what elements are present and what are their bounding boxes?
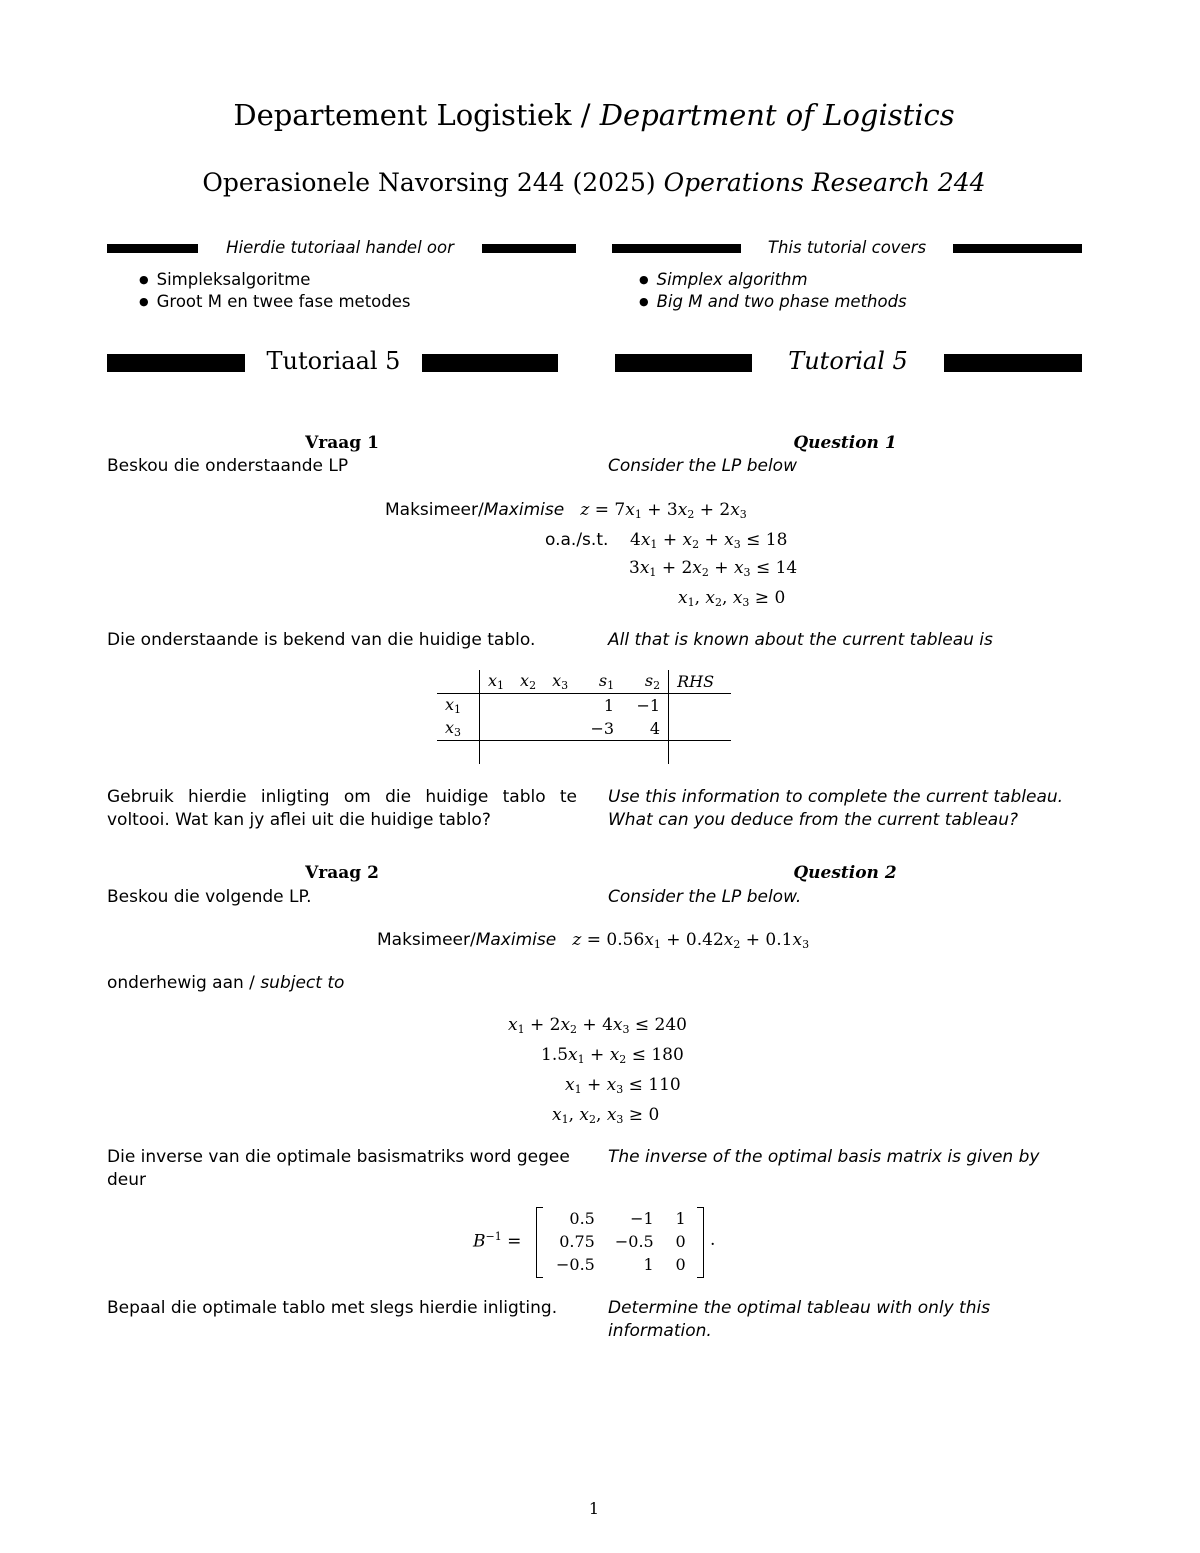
col-header: $s_2$: [644, 671, 661, 692]
divider-bar: [953, 244, 1082, 253]
matrix-row: −0.5 1 0: [556, 1255, 686, 1274]
divider-bar: [482, 244, 576, 253]
question-1-intro-af: Beskou die onderstaande LP: [107, 456, 349, 476]
question-1-known-af: Die onderstaande is bekend van die huidige tablo.: [107, 630, 536, 650]
nonnegativity: $x_1$, $x_2$, $x_3 \ge 0$: [678, 588, 786, 609]
nonnegativity-2: $x_1$, $x_2$, $x_3 \ge 0$: [552, 1105, 660, 1126]
divider-bar: [422, 354, 558, 372]
subject-to-label: onderhewig aan / subject to: [107, 973, 345, 993]
question-2-inverse-af: Die inverse van die optimale basismatriks word gegee deur: [107, 1147, 570, 1190]
objective-function-2: Maksimeer/Maximise $z = 0.56x_1 + 0.42x_2 + 0.1x_3$: [377, 930, 810, 951]
question-2-intro-af: Beskou die volgende LP.: [107, 887, 312, 907]
constraint-2: $3x_1 + 2x_2 + x_3 \le 14$: [629, 558, 798, 579]
question-2-heading-en: Question 2: [793, 863, 897, 883]
covers-title-en: This tutorial covers: [767, 238, 927, 257]
matrix-row: 0.5 −1 1: [569, 1209, 686, 1228]
objective-function: Maksimeer/Maximise $z = 7x_1 + 3x_2 + 2x_3$: [385, 500, 747, 521]
constraint-2-1: $x_1 + 2x_2 + 4x_3 \le 240$: [507, 1015, 687, 1036]
question-1-task-af: Gebruik hierdie inligting om die huidige tablo te voltooi. Wat kan jy aflei uit die huidige tablo?: [107, 787, 577, 830]
question-2-intro-en: Consider the LP below.: [608, 887, 802, 907]
col-header: $s_1$: [598, 671, 615, 692]
divider-bar: [615, 354, 752, 372]
question-1-task-en: Use this information to complete the current tableau. What can you deduce from the current tableau?: [608, 787, 1064, 830]
covers-list-af: [139, 270, 411, 311]
question-2-determine-af: Bepaal die optimale tablo met slegs hierdie inligting.: [107, 1298, 558, 1318]
list-item: ● Big M and two phase methods: [639, 292, 907, 311]
col-header: RHS: [669, 670, 732, 694]
divider-bar: [612, 244, 741, 253]
list-item: ● Simpleksalgoritme: [139, 270, 311, 289]
matrix-label: $B^{-1}$ =: [473, 1230, 522, 1252]
divider-bar: [944, 354, 1082, 372]
constraint-1: o.a./s.t. $4x_1 + x_2 + x_3 \le 18$: [545, 530, 788, 551]
col-header: $x_2$: [520, 671, 537, 692]
tutorial-title-en: Tutorial 5: [788, 347, 908, 375]
tutorial-title-af: Tutoriaal 5: [266, 347, 401, 375]
question-2-determine-en: Determine the optimal tableau with only this information.: [608, 1298, 991, 1341]
right-bracket: [697, 1207, 704, 1278]
question-1-heading-af: Vraag 1: [305, 433, 379, 453]
divider-bar: [107, 244, 198, 253]
page-number: 1: [588, 1499, 600, 1518]
col-header: $x_1$: [480, 670, 513, 694]
table-row: $x_3$ −3 4: [437, 717, 731, 741]
covers-list-en: [639, 270, 907, 311]
col-header: $x_3$: [552, 671, 569, 692]
constraint-2-3: $x_1 + x_3 \le 110$: [565, 1075, 681, 1096]
simplex-tableau: [437, 670, 731, 764]
table-row: [437, 741, 731, 765]
question-1-known-en: All that is known about the current tableau is: [608, 630, 993, 650]
department-title: Departement Logistiek / Department of Logistics: [233, 98, 955, 132]
list-item: ● Simplex algorithm: [639, 270, 808, 289]
question-1-heading-en: Question 1: [793, 433, 897, 453]
constraint-2-2: $1.5x_1 + x_2 \le 180$: [541, 1045, 684, 1066]
question-2-heading-af: Vraag 2: [305, 863, 379, 883]
left-bracket: [536, 1207, 543, 1278]
question-2-inverse-en: The inverse of the optimal basis matrix is given by: [608, 1147, 1040, 1167]
covers-title-af: Hierdie tutoriaal handel oor: [226, 238, 454, 257]
course-title: Operasionele Navorsing 244 (2025) Operations Research 244: [202, 168, 986, 197]
matrix-period: .: [710, 1230, 716, 1250]
question-1-intro-en: Consider the LP below: [608, 456, 797, 476]
inverse-matrix: [536, 1207, 704, 1276]
table-row: $x_1$ 1 −1: [437, 694, 731, 718]
divider-bar: [107, 354, 245, 372]
list-item: ● Groot M en twee fase metodes: [139, 292, 411, 311]
matrix-row: 0.75 −0.5 0: [559, 1232, 686, 1251]
